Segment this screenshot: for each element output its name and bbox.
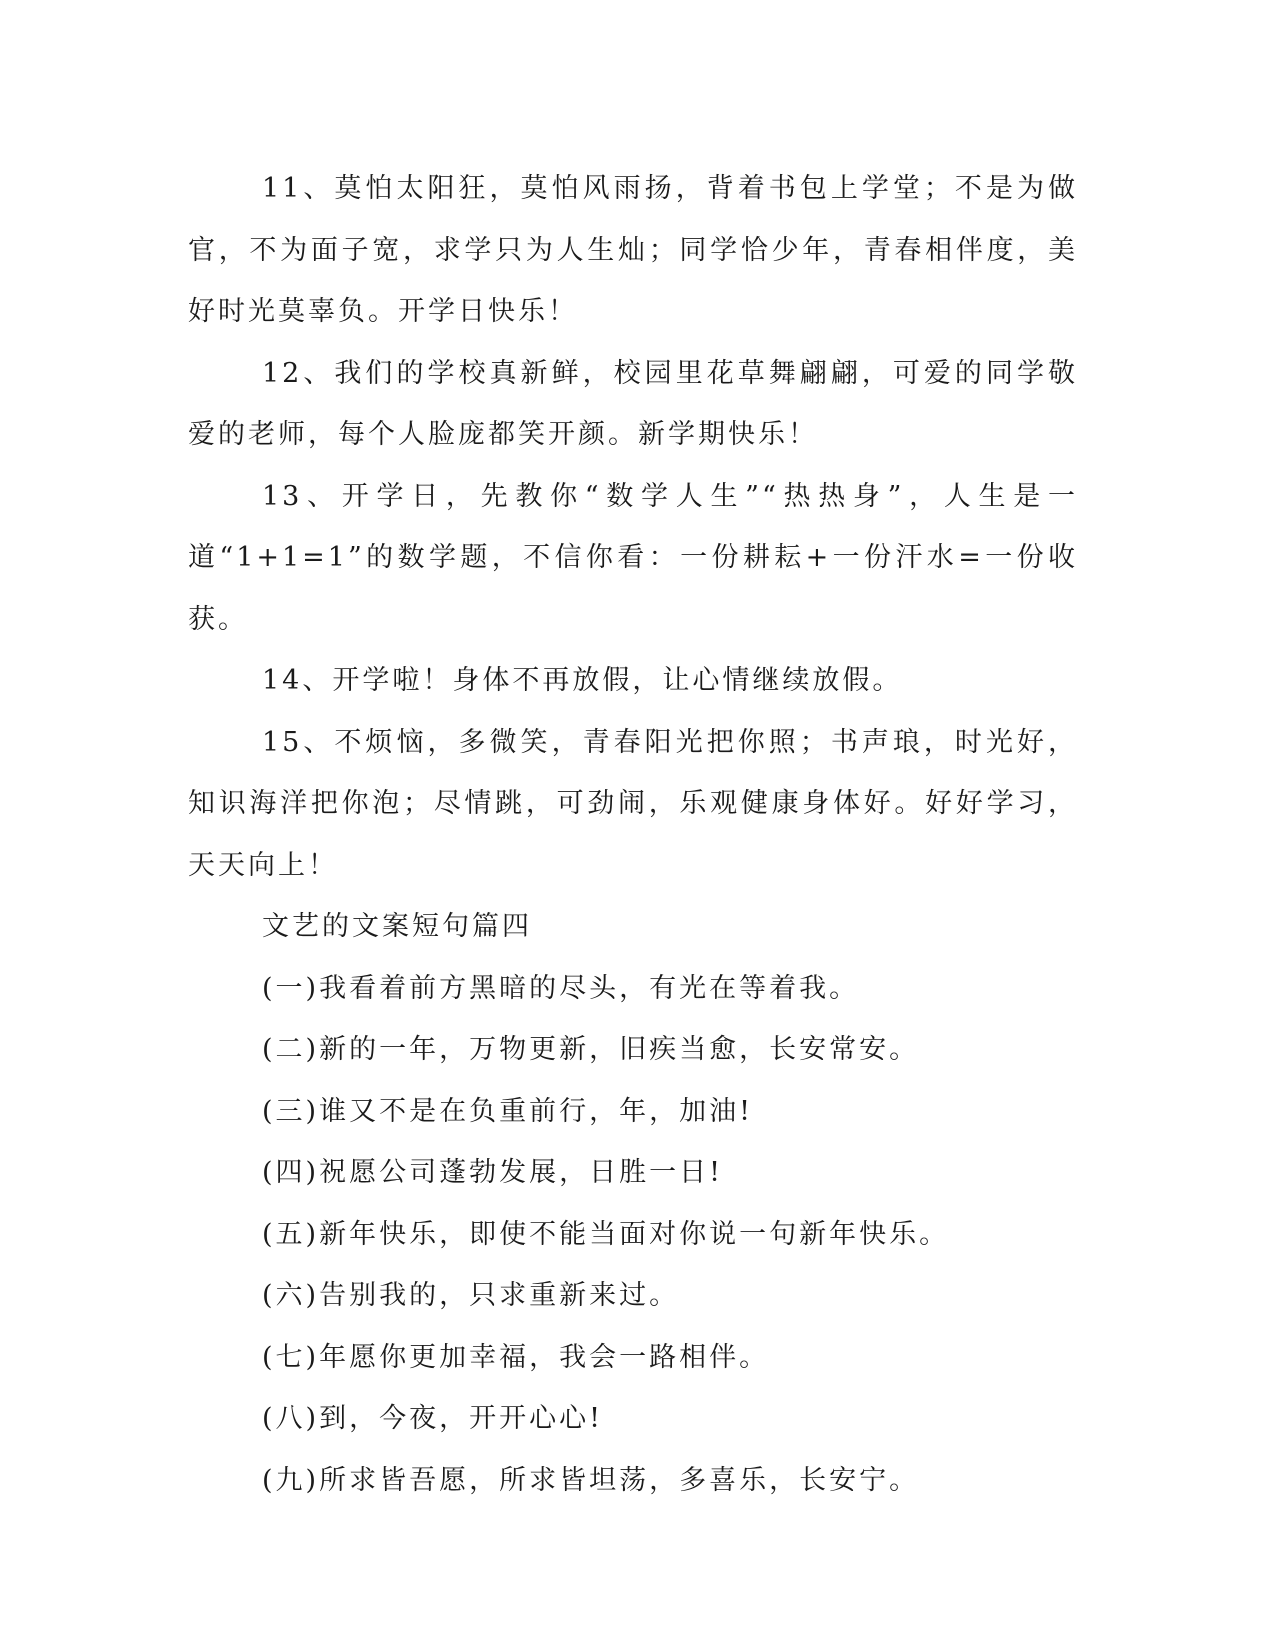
- paragraph-15: 15、不烦恼，多微笑，青春阳光把你照；书声琅，时光好，知识海洋把你泡；尽情跳，可劲闹，乐观健康身体好。好好学习，天天向上！: [188, 726, 1078, 881]
- section-heading: 文艺的文案短句篇四: [262, 911, 532, 942]
- list-item-2: (二)新的一年，万物更新，旧疾当愈，长安常安。: [262, 1034, 920, 1065]
- list-item-8: (八)到，今夜，开开心心!: [262, 1403, 603, 1434]
- list-item-9: (九)所求皆吾愿，所求皆坦荡，多喜乐，长安宁。: [262, 1464, 920, 1496]
- document-body: [188, 158, 1078, 1511]
- paragraph-14: 14、开学啦！身体不再放假，让心情继续放假。: [262, 665, 903, 696]
- list-item-6: (六)告别我的，只求重新来过。: [262, 1280, 680, 1311]
- paragraph-13: 13、开学日，先教你“数学人生”“热热身”，人生是一道“1+1=1”的数学题，不信你看：一份耕耘+一份汗水=一份收获。: [188, 480, 1078, 635]
- list-item-3: (三)谁又不是在负重前行，年，加油!: [262, 1095, 753, 1127]
- list-item-4: (四)祝愿公司蓬勃发展，日胜一日!: [262, 1157, 723, 1188]
- paragraph-12: 12、我们的学校真新鲜，校园里花草舞翩翩，可爱的同学敬爱的老师，每个人脸庞都笑开颜。新学期快乐！: [188, 357, 1078, 450]
- paragraph-11: 11、莫怕太阳狂，莫怕风雨扬，背着书包上学堂；不是为做官，不为面子宽，求学只为人生灿；同学恰少年，青春相伴度，美好时光莫辜负。开学日快乐！: [188, 173, 1078, 327]
- list-item-7: (七)年愿你更加幸福，我会一路相伴。: [262, 1341, 770, 1373]
- list-item-5: (五)新年快乐，即使不能当面对你说一句新年快乐。: [262, 1218, 950, 1250]
- list-item-1: (一)我看着前方黑暗的尽头，有光在等着我。: [262, 972, 860, 1004]
